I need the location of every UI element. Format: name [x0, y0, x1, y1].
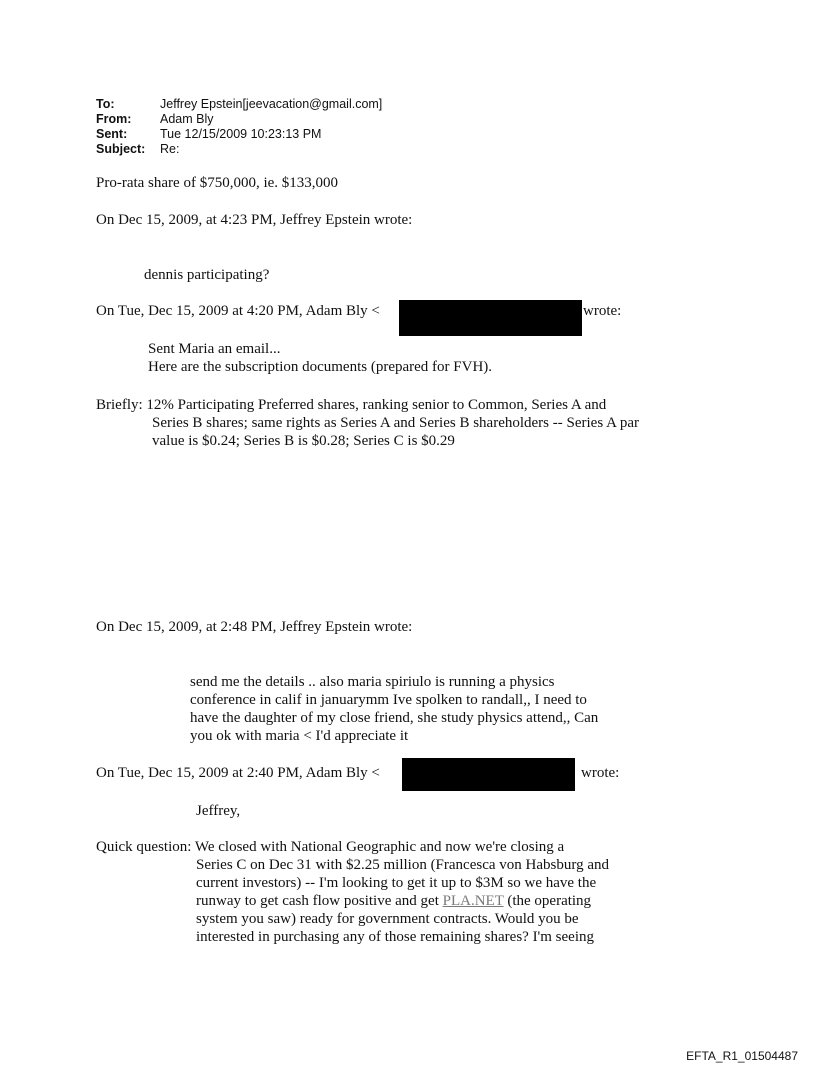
question-line: system you saw) ready for government contracts. Would you be: [196, 911, 579, 927]
quote1-header: On Dec 15, 2009, at 4:23 PM, Jeffrey Epstein wrote:: [96, 212, 413, 228]
to-value: Jeffrey Epstein[jeevacation@gmail.com]: [160, 97, 383, 111]
redaction-box: [399, 300, 582, 336]
quote2-line: Sent Maria an email...: [148, 341, 281, 357]
question-line: current investors) -- I'm looking to get it up to $3M so we have the: [196, 875, 597, 891]
subject-value: Re:: [160, 142, 180, 156]
from-value: Adam Bly: [160, 112, 214, 126]
quote3-line: have the daughter of my close friend, she study physics attend,, Can: [190, 710, 599, 726]
from-label: From:: [96, 112, 132, 126]
quote4-header-post: wrote:: [581, 765, 620, 781]
question-line: Quick question: We closed with National Geographic and now we're closing a: [96, 839, 565, 855]
briefly-line: value is $0.24; Series B is $0.28; Series C is $0.29: [152, 433, 455, 449]
quote4-header-pre: On Tue, Dec 15, 2009 at 2:40 PM, Adam Bly <: [96, 765, 380, 781]
quote3-line: you ok with maria < I'd appreciate it: [190, 728, 409, 744]
quote2-header-post: wrote:: [583, 303, 622, 319]
quote4-greeting: Jeffrey,: [196, 803, 241, 819]
quote1-text: dennis participating?: [144, 267, 270, 283]
to-label: To:: [96, 97, 115, 111]
quote4-header: [96, 764, 380, 782]
question-line-runway: [196, 892, 591, 910]
runway-text-pre: runway to get cash flow positive and get: [196, 893, 443, 909]
runway-text-post: (the operating: [503, 893, 592, 909]
quote3-line: send me the details .. also maria spiriulo is running a physics: [190, 674, 555, 690]
quote3-line: conference in calif in januarymm Ive spolken to randall,, I need to: [190, 692, 587, 708]
pla-net-link[interactable]: PLA.NET: [442, 893, 504, 909]
briefly-line: Series B shares; same rights as Series A and Series B shareholders -- Series A par: [152, 415, 639, 431]
question-line: Series C on Dec 31 with $2.25 million (Francesca von Habsburg and: [196, 857, 609, 873]
quote3-header: On Dec 15, 2009, at 2:48 PM, Jeffrey Epstein wrote:: [96, 619, 413, 635]
reply-line: Pro-rata share of $750,000, ie. $133,000: [96, 175, 339, 191]
quote2-header: [96, 302, 380, 320]
redaction-box: [402, 758, 575, 791]
briefly-line: Briefly: 12% Participating Preferred shares, ranking senior to Common, Series A and: [96, 397, 607, 413]
sent-value: Tue 12/15/2009 10:23:13 PM: [160, 127, 322, 141]
question-line: interested in purchasing any of those remaining shares? I'm seeing: [196, 929, 594, 945]
document-id: EFTA_R1_01504487: [686, 1049, 798, 1063]
quote2-header-pre: On Tue, Dec 15, 2009 at 4:20 PM, Adam Bly <: [96, 303, 380, 319]
sent-label: Sent:: [96, 127, 128, 141]
quote2-line: Here are the subscription documents (prepared for FVH).: [148, 359, 493, 375]
subject-label: Subject:: [96, 142, 146, 156]
